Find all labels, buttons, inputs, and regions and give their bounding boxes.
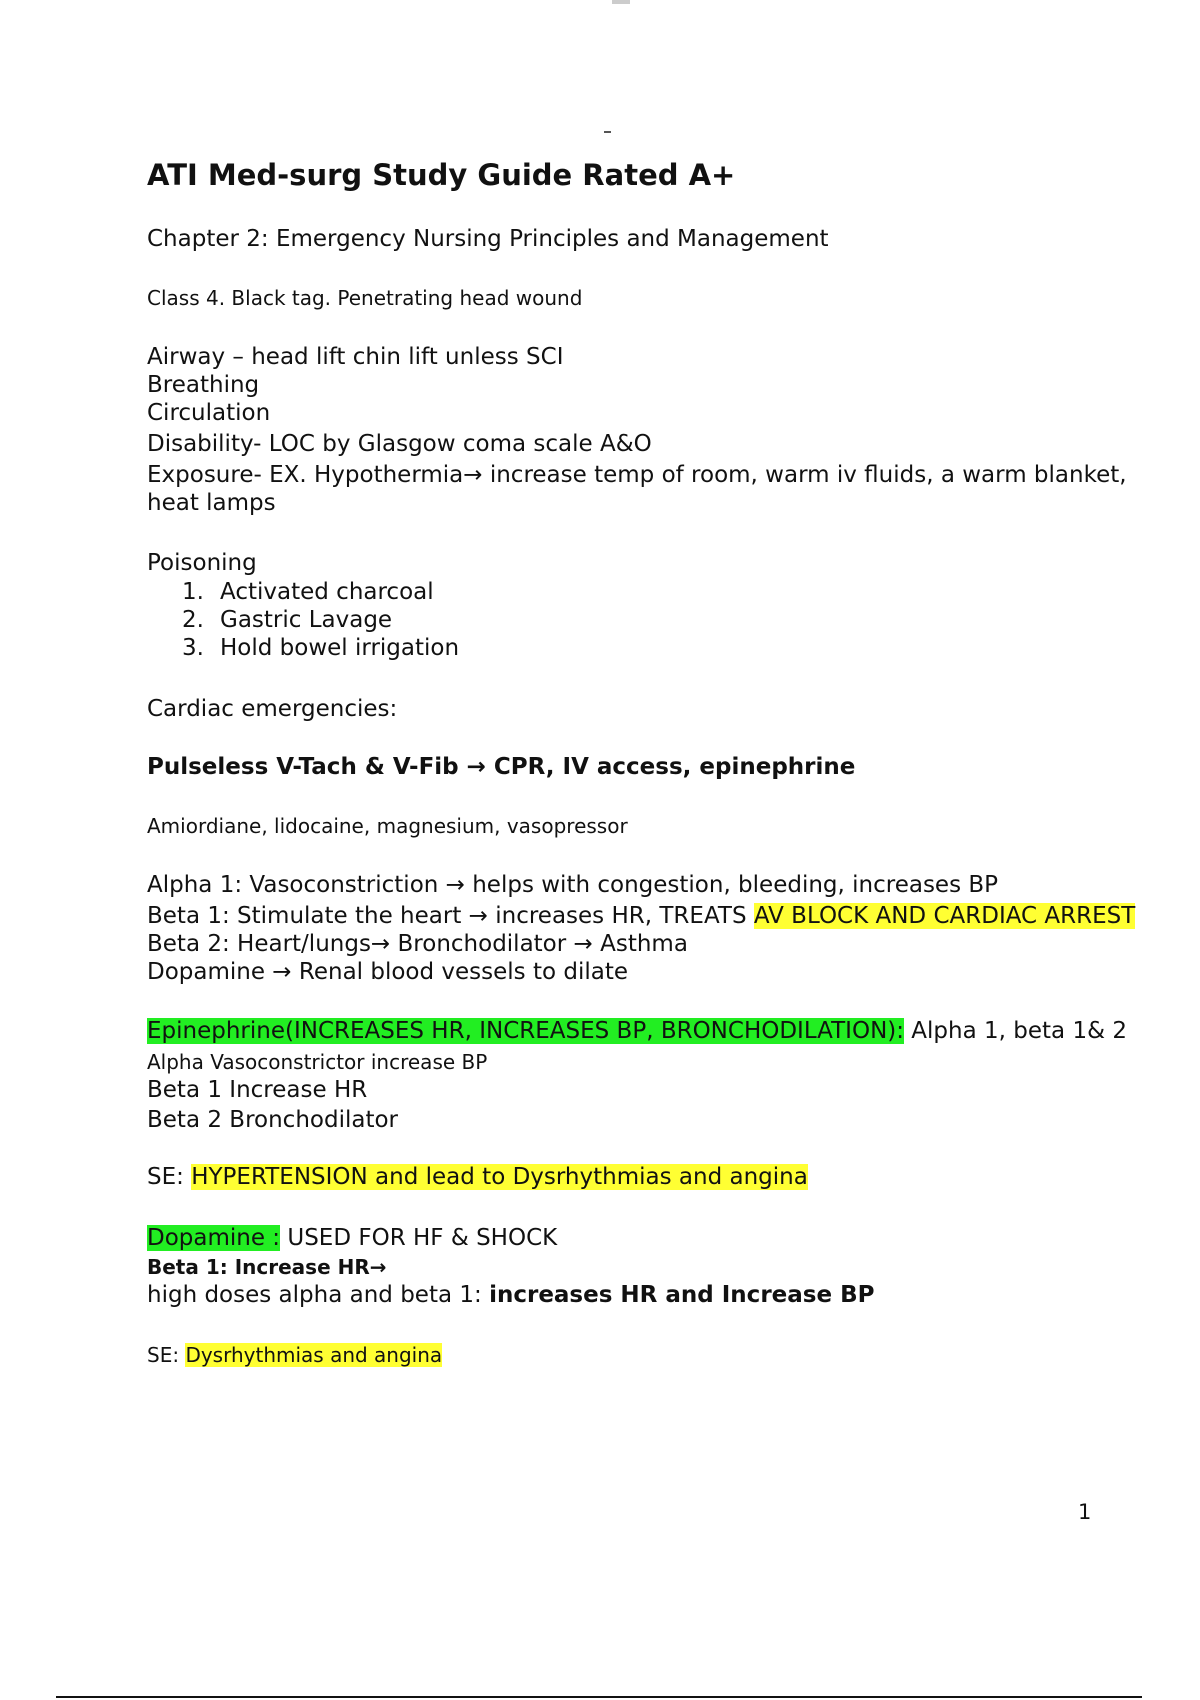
- beta2-line: Beta 2: Heart/lungs→ Bronchodilator → Asthma: [147, 931, 688, 957]
- page-bottom-rule: [56, 1696, 1142, 1698]
- beta1-highlight: AV BLOCK AND CARDIAC ARREST: [753, 903, 1136, 929]
- beta1-text: Beta 1: Stimulate the heart → increases HR, TREATS: [147, 903, 754, 929]
- dopamine-highlight: Dopamine :: [147, 1225, 281, 1251]
- beta1-line: [147, 902, 1135, 930]
- list-item: [182, 606, 459, 634]
- epinephrine-highlight: Epinephrine(INCREASES HR, INCREASES BP, BRONCHODILATION):: [147, 1018, 904, 1044]
- page-number: 1: [1078, 1500, 1092, 1524]
- list-number: 3.: [182, 635, 204, 661]
- high-dose-text: high doses alpha and beta 1:: [147, 1282, 490, 1308]
- cardiac-heading: Cardiac emergencies:: [147, 696, 398, 722]
- document-title: ATI Med-surg Study Guide Rated A+: [147, 158, 736, 192]
- chapter-heading: Chapter 2: Emergency Nursing Principles and Management: [147, 226, 829, 252]
- list-item: [182, 634, 459, 662]
- list-number: 2.: [182, 607, 204, 633]
- epinephrine-beta2-line: Beta 2 Bronchodilator: [147, 1107, 398, 1133]
- pulseless-line: Pulseless V-Tach & V-Fib → CPR, IV access, epinephrine: [147, 754, 856, 780]
- alpha1-line: Alpha 1: Vasoconstriction → helps with congestion, bleeding, increases BP: [147, 872, 999, 898]
- list-text: Gastric Lavage: [220, 607, 393, 633]
- epinephrine-se-highlight: HYPERTENSION and lead to Dysrhythmias and angina: [191, 1164, 808, 1190]
- list-item: [182, 578, 459, 606]
- list-number: 1.: [182, 579, 204, 605]
- dopamine-beta1-line: Beta 1: Increase HR→: [147, 1255, 387, 1279]
- epinephrine-line: [147, 1017, 1127, 1045]
- abcde-breathing: Breathing: [147, 372, 260, 398]
- list-text: Activated charcoal: [220, 579, 434, 605]
- dopamine-high-dose-line: [147, 1281, 874, 1309]
- abcde-exposure-cont: heat lamps: [147, 490, 276, 516]
- epinephrine-receptors: Alpha 1, beta 1& 2: [904, 1018, 1127, 1044]
- list-text: Hold bowel irrigation: [220, 635, 460, 661]
- epinephrine-alpha-line: Alpha Vasoconstrictor increase BP: [147, 1050, 488, 1074]
- poisoning-heading: Poisoning: [147, 550, 257, 576]
- abcde-exposure: Exposure- EX. Hypothermia→ increase temp of room, warm iv fluids, a warm blanket,: [147, 462, 1127, 488]
- abcde-disability: Disability- LOC by Glasgow coma scale A&O: [147, 431, 652, 457]
- dopamine-se-line: [147, 1341, 442, 1369]
- dopamine-line: [147, 1224, 557, 1252]
- top-scroll-mark: [612, 0, 630, 4]
- se-label: SE:: [147, 1164, 192, 1190]
- epinephrine-se-line: [147, 1163, 808, 1191]
- dopamine-se-highlight: Dysrhythmias and angina: [185, 1343, 443, 1367]
- epinephrine-beta1-line: Beta 1 Increase HR: [147, 1077, 368, 1103]
- abcde-airway: Airway – head lift chin lift unless SCI: [147, 344, 564, 370]
- high-dose-effect: increases HR and Increase BP: [489, 1282, 875, 1308]
- antiarrhythmic-drugs-line: Amiordiane, lidocaine, magnesium, vasopressor: [147, 814, 628, 838]
- triage-class-line: Class 4. Black tag. Penetrating head wound: [147, 286, 583, 310]
- header-dash: [604, 131, 611, 133]
- poisoning-list: [182, 578, 459, 662]
- dopamine-use: USED FOR HF & SHOCK: [280, 1225, 558, 1251]
- abcde-circulation: Circulation: [147, 400, 271, 426]
- se-label: SE:: [147, 1343, 186, 1367]
- dopamine-receptor-line: Dopamine → Renal blood vessels to dilate: [147, 959, 629, 985]
